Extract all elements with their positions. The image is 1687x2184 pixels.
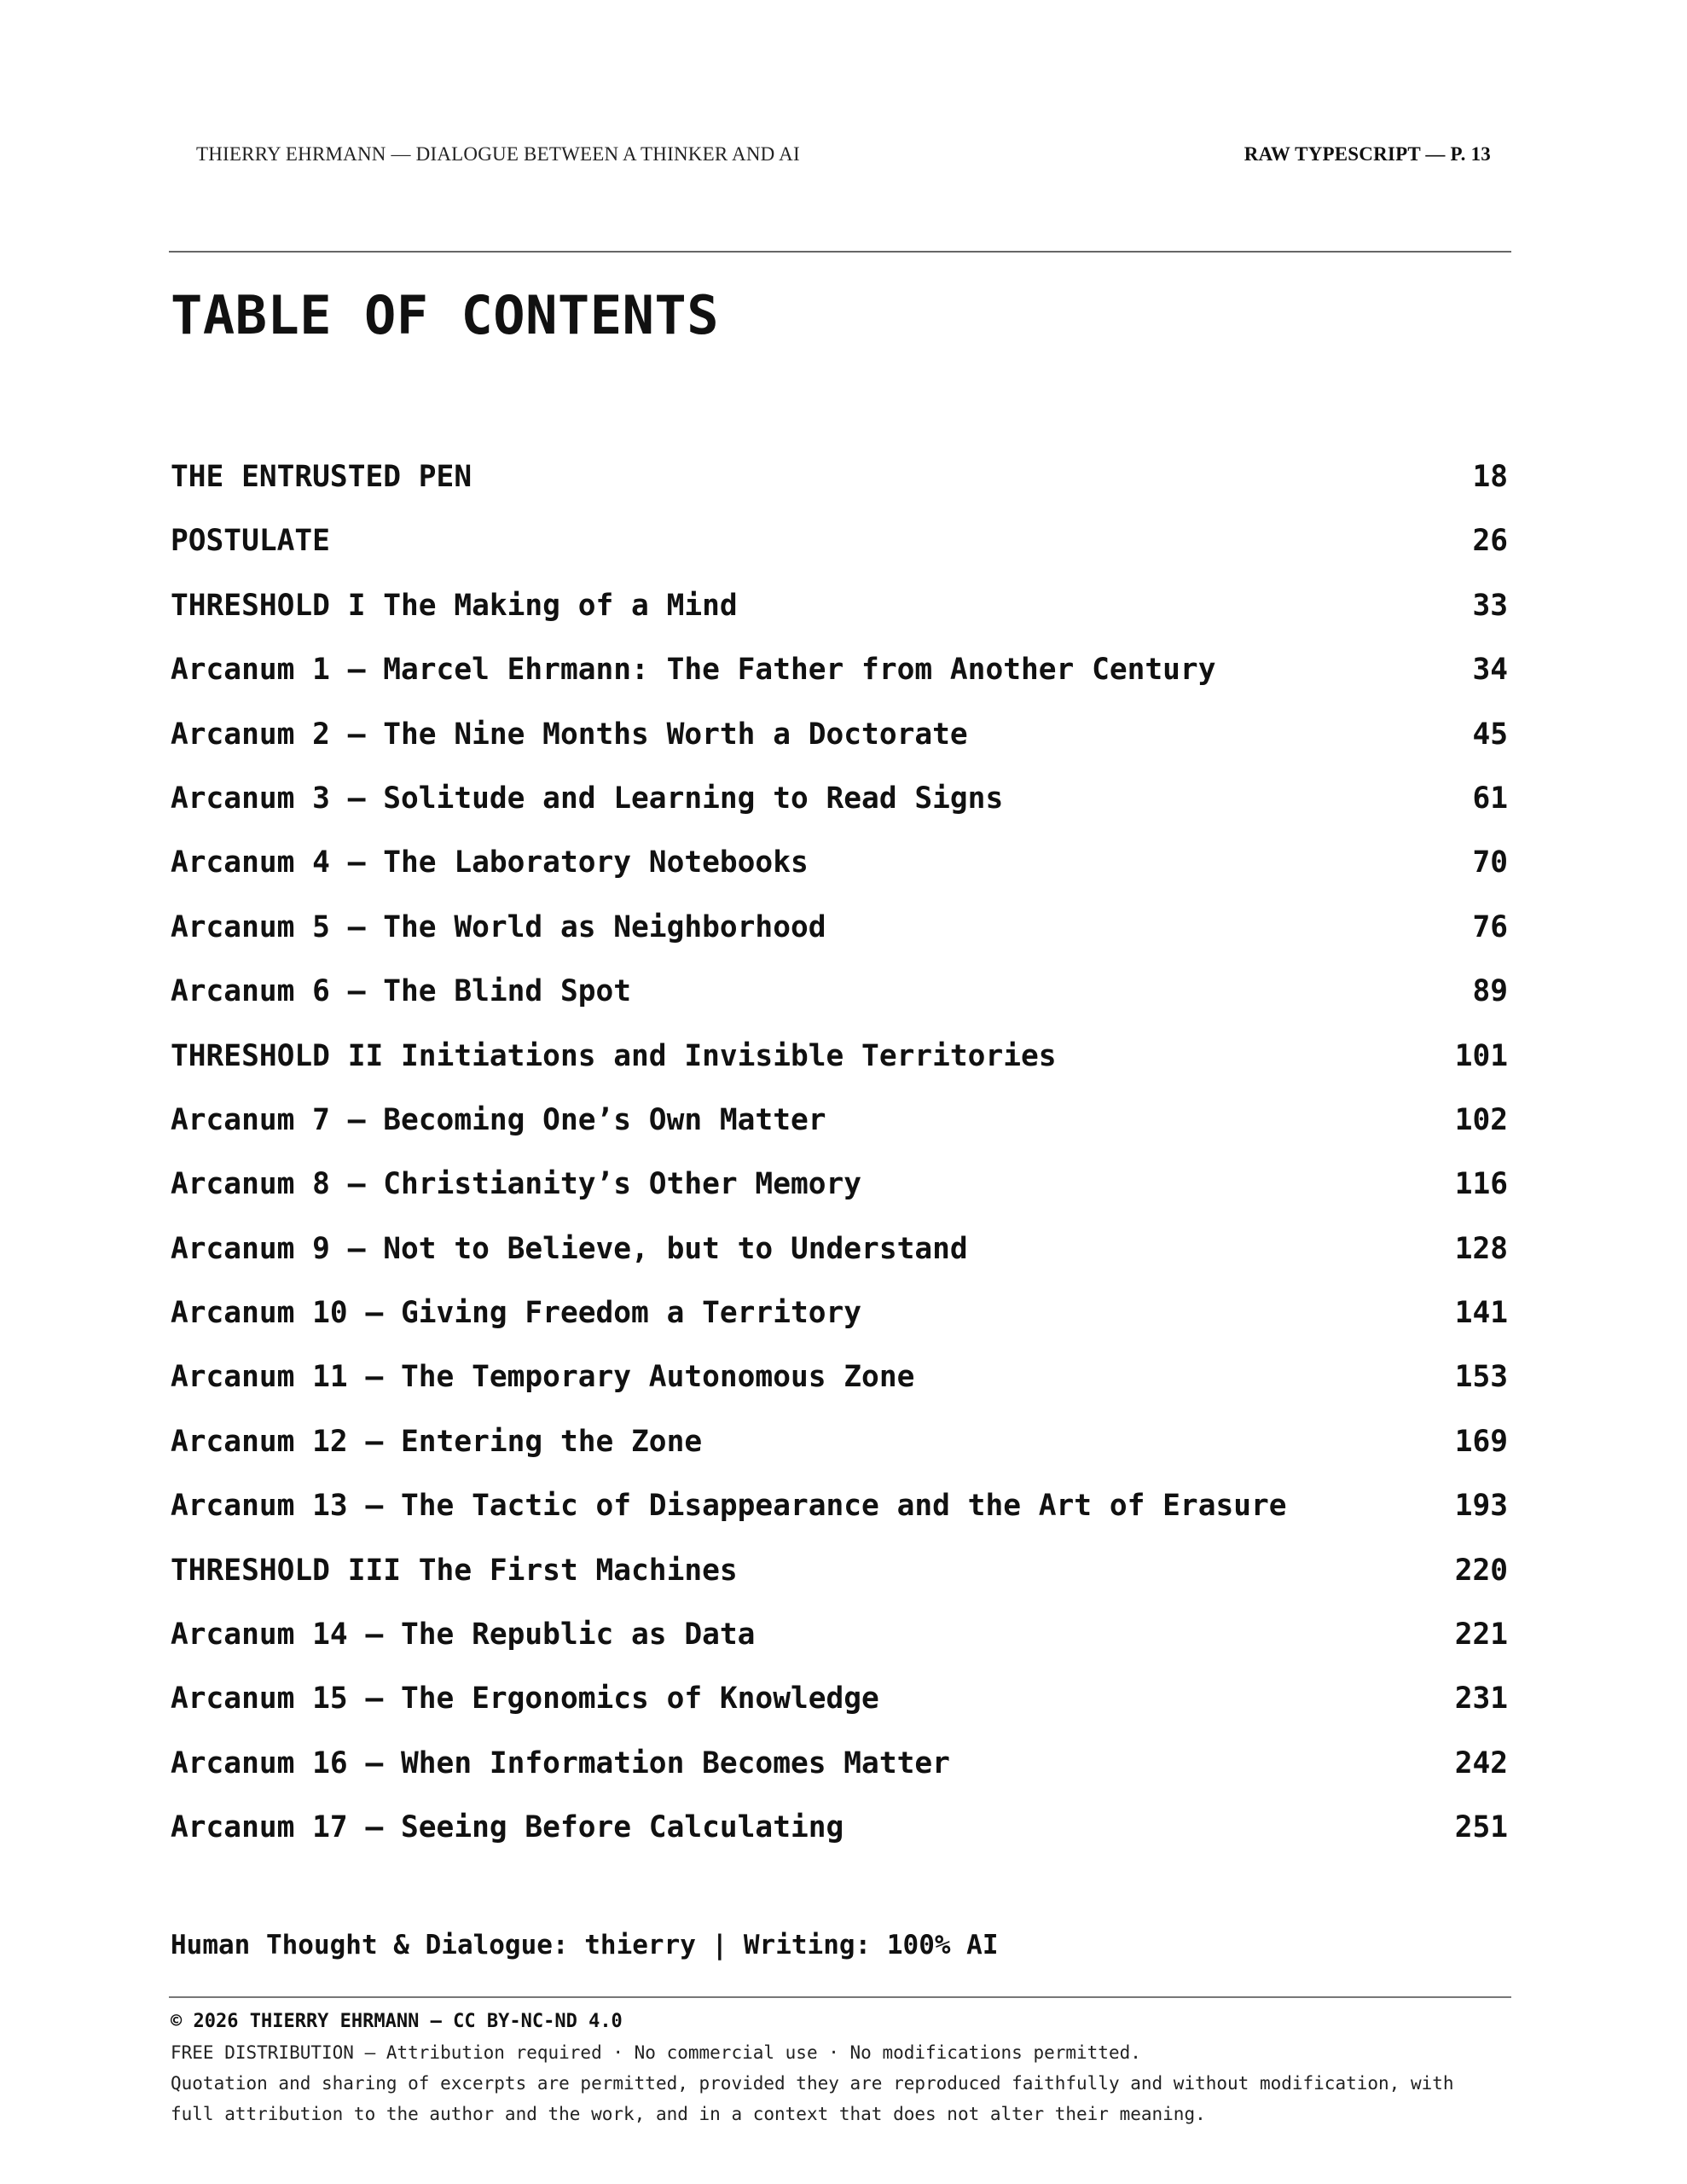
toc-entry-page-number: 18 (1472, 460, 1508, 494)
toc-list (171, 455, 1508, 1870)
toc-entry-page-number: 193 (1454, 1489, 1508, 1524)
header-divider (169, 251, 1511, 253)
toc-entry-title: THRESHOLD III The First Machines (171, 1553, 738, 1588)
toc-entry[interactable] (171, 519, 1508, 583)
toc-entry[interactable] (171, 584, 1508, 648)
toc-entry[interactable] (171, 1612, 1508, 1676)
toc-entry-title: Arcanum 4 — The Laboratory Notebooks (171, 845, 809, 880)
toc-entry[interactable] (171, 905, 1508, 969)
running-header-title: THIERRY EHRMANN — DIALOGUE BETWEEN A THINKER AND AI (196, 143, 800, 165)
toc-entry-page-number: 70 (1472, 845, 1508, 880)
toc-entry-title: POSTULATE (171, 524, 330, 559)
toc-entry-page-number: 220 (1454, 1553, 1508, 1588)
quotation-terms-line-2: full attribution to the author and the work, and in a context that does not alter their meaning. (171, 2104, 1206, 2124)
toc-entry-title: Arcanum 14 — The Republic as Data (171, 1618, 756, 1653)
toc-entry[interactable] (171, 1355, 1508, 1419)
toc-entry-title: Arcanum 2 — The Nine Months Worth a Doctorate (171, 717, 968, 752)
toc-entry[interactable] (171, 1741, 1508, 1805)
toc-entry-page-number: 116 (1454, 1167, 1508, 1202)
toc-entry-title: Arcanum 17 — Seeing Before Calculating (171, 1810, 844, 1845)
toc-entry[interactable] (171, 969, 1508, 1033)
toc-entry-page-number: 141 (1454, 1296, 1508, 1331)
toc-entry-page-number: 169 (1454, 1424, 1508, 1459)
license-footer (171, 2007, 1510, 2129)
toc-entry-title: Arcanum 15 — The Ergonomics of Knowledge (171, 1682, 879, 1716)
quotation-terms-line-1: Quotation and sharing of excerpts are permitted, provided they are reproduced faithfully and without modification, with (171, 2073, 1454, 2094)
page-title: TABLE OF CONTENTS (171, 284, 720, 346)
toc-entry[interactable] (171, 1291, 1508, 1355)
authorship-credit: Human Thought & Dialogue: thierry | Writing: 100% AI (171, 1930, 999, 1960)
toc-entry-title: THE ENTRUSTED PEN (171, 460, 472, 494)
toc-entry[interactable] (171, 1484, 1508, 1548)
toc-entry-title: Arcanum 13 — The Tactic of Disappearance and the Art of Erasure (171, 1489, 1287, 1524)
toc-entry-page-number: 101 (1454, 1038, 1508, 1073)
toc-entry-page-number: 45 (1472, 717, 1508, 752)
toc-entry[interactable] (171, 1162, 1508, 1226)
toc-entry[interactable] (171, 1420, 1508, 1484)
toc-entry-title: Arcanum 9 — Not to Believe, but to Understand (171, 1231, 968, 1266)
toc-entry[interactable] (171, 712, 1508, 776)
toc-entry-title: THRESHOLD II Initiations and Invisible Territories (171, 1038, 1057, 1073)
toc-entry-page-number: 242 (1454, 1745, 1508, 1780)
toc-entry-page-number: 33 (1472, 588, 1508, 623)
running-header-page: RAW TYPESCRIPT — P. 13 (1244, 143, 1491, 165)
toc-entry-page-number: 34 (1472, 653, 1508, 688)
toc-entry-title: Arcanum 16 — When Information Becomes Matter (171, 1745, 950, 1780)
toc-entry-page-number: 102 (1454, 1102, 1508, 1137)
toc-entry[interactable] (171, 840, 1508, 904)
toc-entry-title: Arcanum 7 — Becoming One’s Own Matter (171, 1102, 826, 1137)
toc-entry-title: Arcanum 3 — Solitude and Learning to Read Signs (171, 781, 1004, 816)
toc-entry[interactable] (171, 648, 1508, 712)
toc-entry[interactable] (171, 1805, 1508, 1869)
toc-entry-title: Arcanum 5 — The World as Neighborhood (171, 909, 826, 944)
toc-entry-title: Arcanum 1 — Marcel Ehrmann: The Father from Another Century (171, 653, 1216, 688)
toc-entry-title: Arcanum 10 — Giving Freedom a Territory (171, 1296, 862, 1331)
toc-entry-page-number: 128 (1454, 1231, 1508, 1266)
toc-entry-title: Arcanum 6 — The Blind Spot (171, 974, 632, 1009)
toc-entry-page-number: 76 (1472, 909, 1508, 944)
toc-entry-title: Arcanum 8 — Christianity’s Other Memory (171, 1167, 862, 1202)
toc-entry-page-number: 251 (1454, 1810, 1508, 1845)
toc-entry-page-number: 26 (1472, 524, 1508, 559)
toc-entry[interactable] (171, 1227, 1508, 1291)
license-terms: FREE DISTRIBUTION — Attribution required · No commercial use · No modifications permitted. (171, 2042, 1141, 2063)
toc-entry-page-number: 153 (1454, 1360, 1508, 1395)
toc-entry-page-number: 89 (1472, 974, 1508, 1009)
copyright-notice: © 2026 THIERRY EHRMANN — CC BY-NC-ND 4.0 (171, 2011, 623, 2032)
toc-entry[interactable] (171, 1098, 1508, 1162)
toc-entry-title: THRESHOLD I The Making of a Mind (171, 588, 738, 623)
toc-entry-page-number: 231 (1454, 1682, 1508, 1716)
toc-entry-page-number: 61 (1472, 781, 1508, 816)
toc-entry[interactable] (171, 776, 1508, 840)
toc-entry-title: Arcanum 12 — Entering the Zone (171, 1424, 703, 1459)
toc-entry[interactable] (171, 1676, 1508, 1740)
toc-entry-title: Arcanum 11 — The Temporary Autonomous Zone (171, 1360, 915, 1395)
toc-entry[interactable] (171, 1034, 1508, 1098)
toc-entry[interactable] (171, 1548, 1508, 1612)
footer-divider (169, 1996, 1511, 1998)
toc-entry[interactable] (171, 455, 1508, 519)
toc-entry-page-number: 221 (1454, 1618, 1508, 1653)
running-header (196, 143, 1491, 177)
